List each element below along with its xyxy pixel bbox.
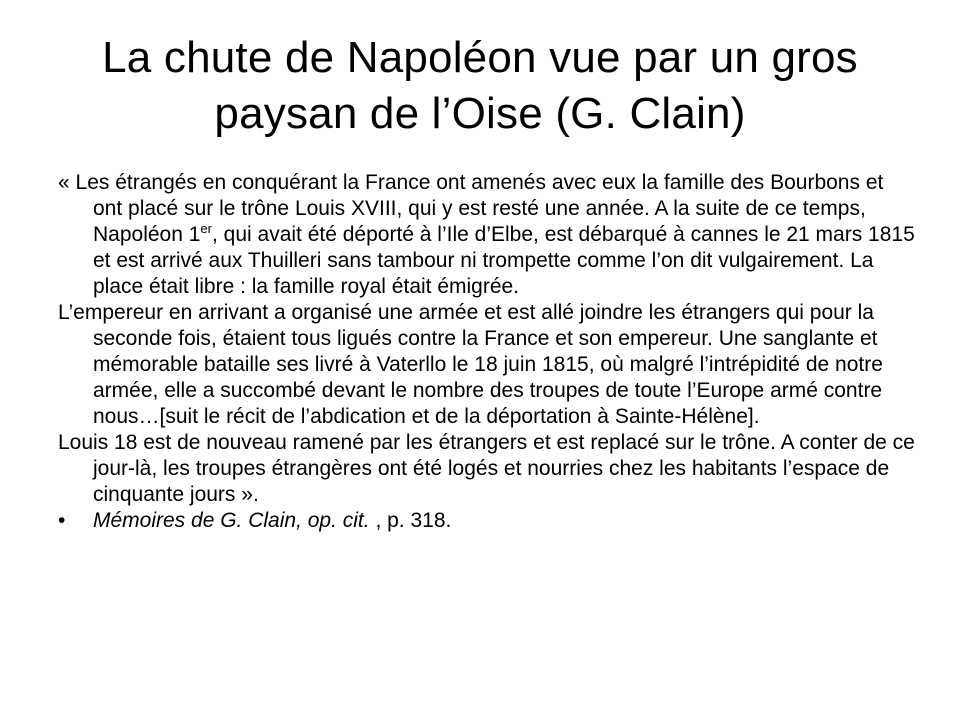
quote-paragraph-2: L’empereur en arrivant a organisé une armée et est allé joindre les étrangers qui pour la seconde fois, étaient tous ligués contre la France et son empereur. Une sanglante et mémorable bataille ses livré à Vaterllo le 18 juin 1815, où malgré l’intrépidité de notre armée, elle a succombé devant le nombre des troupes de toute l’Europe armé contre nous…[suit le récit de l’abdication et de la déportation à Sainte-Hélène].	[58, 301, 883, 428]
citation-bullet-item	[58, 508, 918, 534]
quote-paragraph-1-text: « Les étrangés en conquérant la France ont amenés avec eux la famille des Bourbons et ont placé sur le trône Louis XVIII, qui y est resté une année. A la suite de ce temps, Napoléon 1	[58, 171, 884, 246]
quote-paragraph-1	[58, 170, 918, 300]
slide-body	[58, 170, 918, 534]
citation-page: , p. 318.	[369, 509, 452, 532]
quote-paragraph-3: Louis 18 est de nouveau ramené par les étrangers et est replacé sur le trône. A conter de ce jour-là, les troupes étrangères ont été logés et nourries chez les habitants l’espace de cinquante jours ».	[58, 431, 915, 506]
slide-title: La chute de Napoléon vue par un gros paysan de l’Oise (G. Clain)	[102, 33, 858, 138]
citation-source: Mémoires de G. Clain, op. cit.	[93, 509, 370, 532]
quote-paragraph-1-text-cont: , qui avait été déporté à l’Ile d’Elbe, est débarqué à cannes le 21 mars 1815 et est arrivé aux Thuilleri sans tambour ni trompette comme l’on dit vulgairement. La place était libre : la famille royal était émigrée.	[93, 223, 915, 298]
superscript-er: er	[200, 221, 212, 236]
bullet-icon: •	[58, 509, 66, 532]
